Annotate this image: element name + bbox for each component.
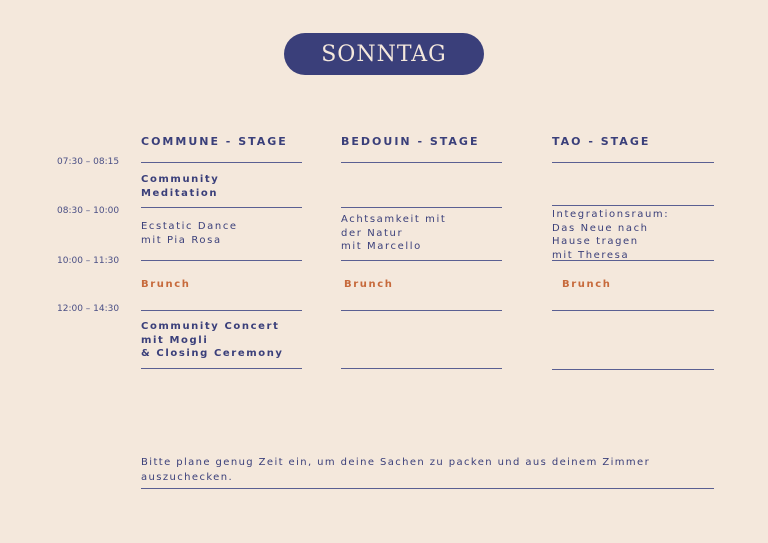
divider [341,310,502,311]
divider [552,162,714,163]
divider [341,162,502,163]
divider [552,310,714,311]
time-slot-3: 10:00 – 11:30 [57,256,120,266]
divider [341,207,502,208]
divider [341,368,502,369]
stage-header-commune: COMMUNE - STAGE [141,135,288,148]
divider [141,488,714,489]
day-title: SONNTAG [284,33,484,75]
brunch-commune: Brunch [141,279,191,290]
brunch-bedouin: Brunch [344,279,394,290]
time-slot-2: 08:30 – 10:00 [57,206,120,216]
time-slot-1: 07:30 – 08:15 [57,157,120,167]
stage-header-bedouin: BEDOUIN - STAGE [341,135,480,148]
divider [141,260,302,261]
divider [141,162,302,163]
divider [341,260,502,261]
stage-header-tao: TAO - STAGE [552,135,651,148]
session-integrationsraum: Integrationsraum: Das Neue nach Hause tragen mit Theresa [552,209,670,261]
brunch-tao: Brunch [562,279,612,290]
session-ecstatic-dance: Ecstatic Dance mit Pia Rosa [141,221,238,246]
checkout-note: Bitte plane genug Zeit ein, um deine Sachen zu packen und aus deinem Zimmer auszuchecken. [141,457,651,483]
divider [552,205,714,206]
session-achtsamkeit: Achtsamkeit mit der Natur mit Marcello [341,214,447,252]
divider [141,368,302,369]
session-community-concert: Community Concert mit Mogli & Closing Ceremony [141,321,284,359]
divider [552,369,714,370]
session-community-meditation: Community Meditation [141,174,220,199]
time-slot-4: 12:00 – 14:30 [57,304,120,314]
divider [141,310,302,311]
divider [141,207,302,208]
